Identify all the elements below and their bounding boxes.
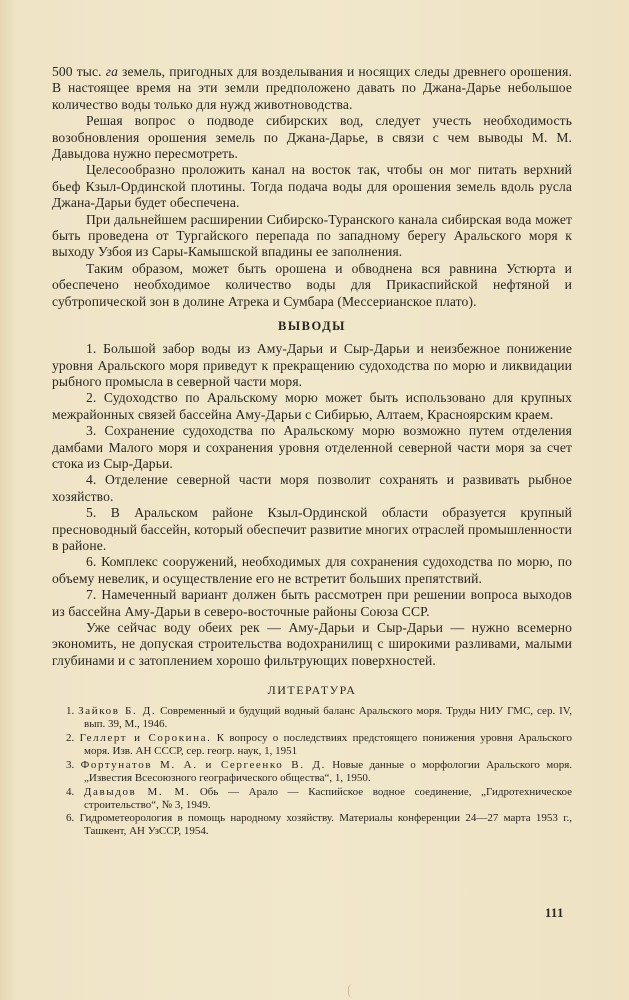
reference-author: Фортунатов М. А. и Сергеенко В. Д. xyxy=(80,758,326,771)
closing-paragraph: Уже сейчас воду обеих рек — Аму-Дарьи и Сыр-Дарьи — нужно всемерно экономить, не допуская строительства водохранилищ с широкими разливами, малыми глубинами и с затоплением хорошо фильтрующих поверхностей. xyxy=(52,620,572,668)
conclusion-item: 6. Комплекс сооружений, необходимых для сохранения судоходства по морю, по объему невелик, и осуществление его не встретит больших препятствий. xyxy=(52,554,572,586)
unit-ha: га xyxy=(105,64,118,79)
conclusion-item: 3. Сохранение судоходства по Аральскому морю возможно путем отделения дамбами Малого моря и сохранения уровня отделенной северной части моря за счет стока из Сыр-Дарьи. xyxy=(52,423,572,471)
reference-author: Зайков Б. Д. xyxy=(78,705,157,718)
conclusion-item: 7. Намеченный вариант должен быть рассмотрен при решении вопроса выходов из бассейна Аму-Дарьи в северо-восточные районы Союза ССР. xyxy=(52,587,572,619)
paragraph-canal-expansion: При дальнейшем расширении Сибирско-Туранского канала сибирская вода может быть проведена от Тургайского перепада по западному берегу Аральского моря к выходу Узбоя из Сары-Камышской впадины ее заполнения. xyxy=(52,211,572,260)
binding-mark xyxy=(348,984,357,998)
reference-item: 2. Геллерт и Сорокина. К вопросу о последствиях предстоящего понижения уровня Аральского моря. Изв. АН СССР, сер. геогр. наук, 1, 1951 xyxy=(66,732,572,757)
conclusion-item: 5. В Аральском районе Кзыл-Ординской области образуется крупный пресноводный бассейн, который обеспечит развитие многих отраслей промышленности в районе. xyxy=(52,505,572,553)
paragraph-ustyurt: Таким образом, может быть орошена и обводнена вся равнина Устюрта и обеспечено необходимое количество воды для Прикаспийской нефтяной и субтропической зон в долине Атрека и Сумбара (Мессерианское плато). xyxy=(52,260,572,309)
conclusion-item: 2. Судоходство по Аральскому морю может быть использовано для крупных межрайонных связей бассейна Аму-Дарьи с Сибирью, Алтаем, Красноярским краем. xyxy=(52,390,572,422)
page-number: 111 xyxy=(545,906,564,920)
reference-item: 1. Зайков Б. Д. Современный и будущий водный баланс Аральского моря. Труды НИУ ГМС, сер. IV, вып. 39, М., 1946. xyxy=(66,705,573,731)
conclusion-item: 4. Отделение северной части моря позволит сохранять и развивать рыбное хозяйство. xyxy=(52,472,572,504)
reference-author: Геллерт и Сорокина. xyxy=(79,732,212,745)
reference-item: 4. Давыдов М. М. Обь — Арало — Каспийское водное соединение, „Гидротехническое строительство“, № 3, 1949. xyxy=(66,785,573,811)
reference-author: Давыдов М. М. xyxy=(83,785,191,798)
conclusions-heading: ВЫВОДЫ xyxy=(278,319,346,334)
literature-heading: ЛИТЕРАТУРА xyxy=(267,683,357,698)
paragraph-siberian-water: Решая вопрос о подводе сибирских вод, следует учесть необходимость возобновления орошения земель по Джана-Дарье, в связи с чем выводы М. М. Давыдова нужно пересмотреть. xyxy=(52,113,572,162)
reference-item: 6. Гидрометеорология в помощь народному хозяйству. Материалы конференции 24—27 марта 1953 г., Ташкент, АН УзССР, 1954. xyxy=(66,812,573,838)
reference-list xyxy=(52,705,572,838)
text-column xyxy=(52,64,572,839)
reference-item: 3. Фортунатов М. А. и Сергеенко В. Д. Новые данные о морфологии Аральского моря. „Известия Всесоюзного географического общества“, 1, 1950. xyxy=(66,758,573,784)
paragraph-continuation: 500 тыс. га земель, пригодных для возделывания и носящих следы древнего орошения. В настоящее время на эти земли предположено давать по Джана-Дарье небольшое количество воды только для нужд животноводства. xyxy=(52,64,572,112)
paragraph-canal-east: Целесообразно проложить канал на восток так, чтобы он мог питать верхний бьеф Кзыл-Ординской плотины. Тогда подача воды для орошения земель вдоль русла Джана-Дарьи будет обеспечена. xyxy=(52,162,572,211)
conclusion-item: 1. Большой забор воды из Аму-Дарьи и Сыр-Дарьи и неизбежное понижение уровня Аральского моря приведут к прекращению судоходства по морю и ликвидации рыбного промысла в северной части моря. xyxy=(52,341,572,389)
